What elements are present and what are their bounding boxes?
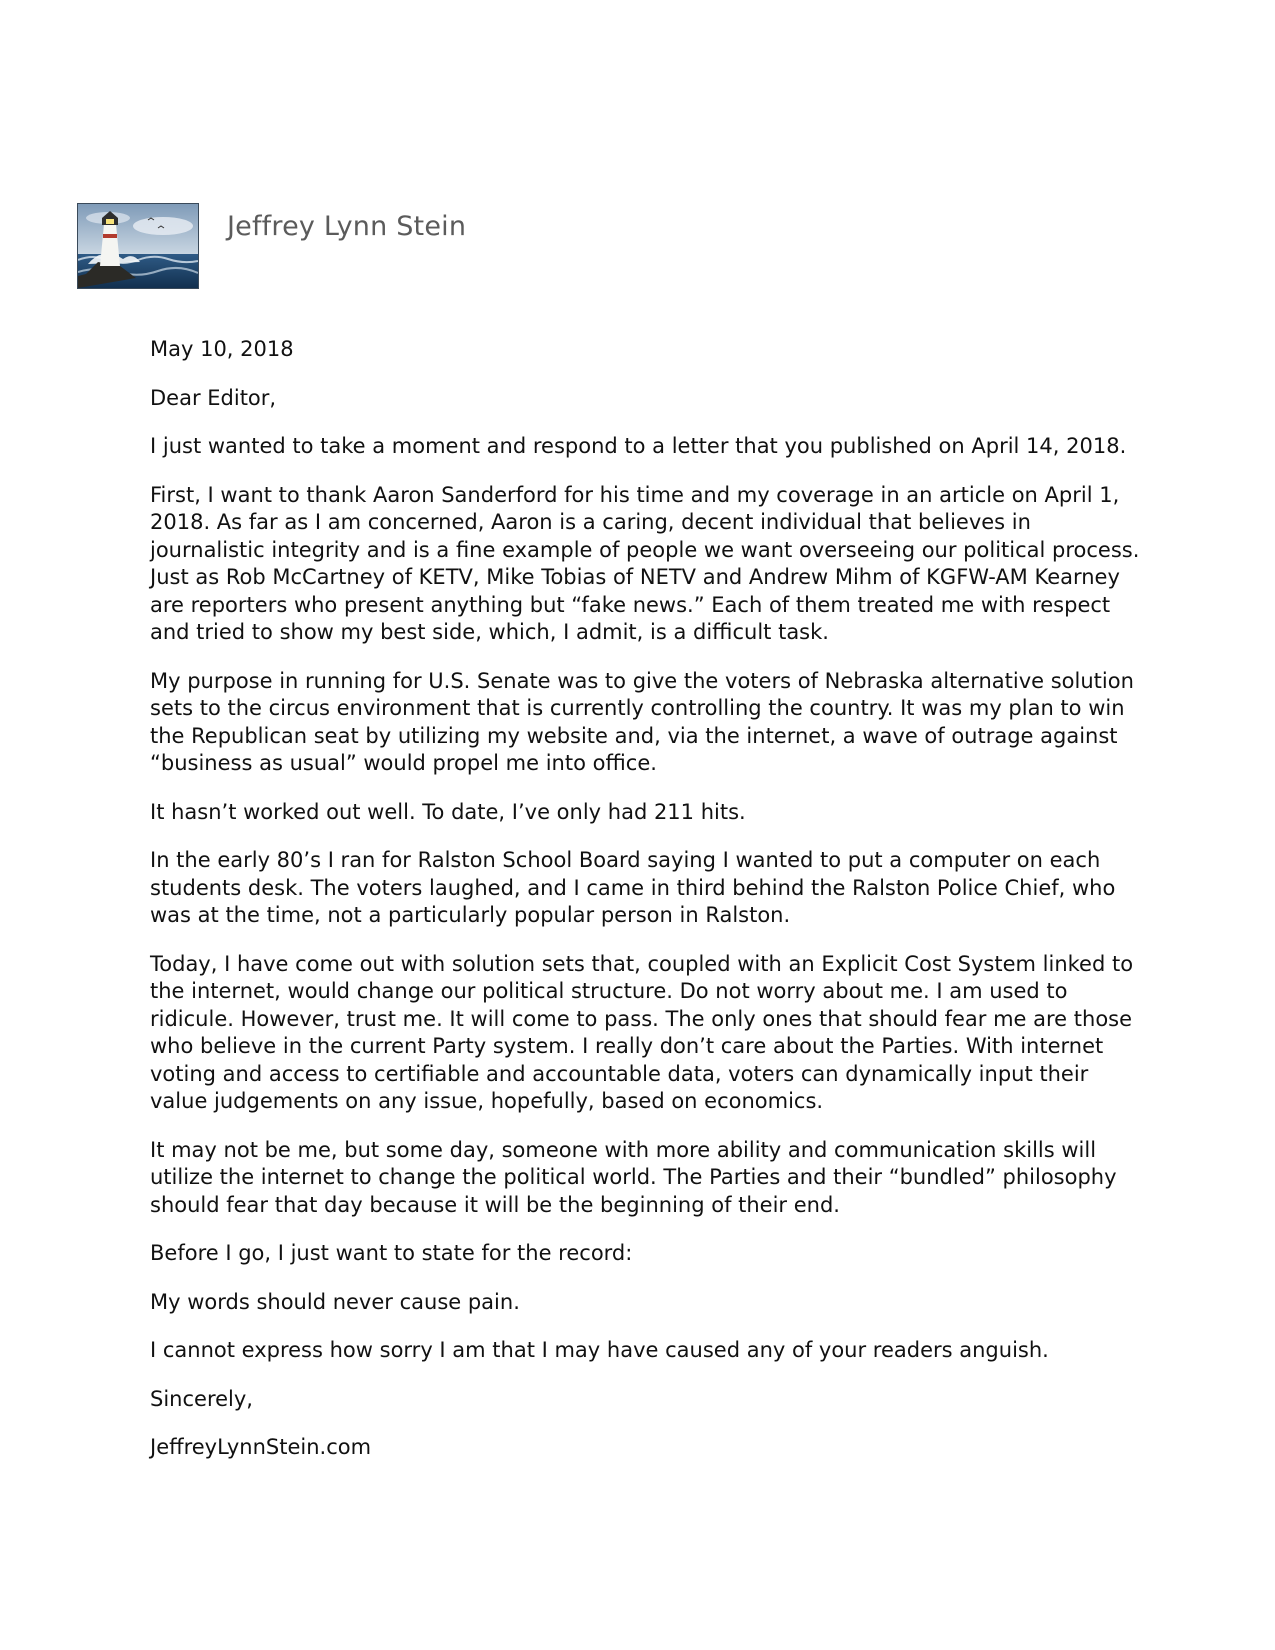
signature-website: JeffreyLynnStein.com [150, 1435, 372, 1459]
letterhead [77, 203, 466, 291]
letter-date: May 10, 2018 [150, 337, 294, 361]
body-paragraph: In the early 80’s I ran for Ralston School Board saying I wanted to put a computer on each students desk. The voters laughed, and I came in third behind the Ralston Police Chief, who was at the time, not a particularly popular person in Ralston. [150, 848, 1116, 927]
body-paragraph: My purpose in running for U.S. Senate was to give the voters of Nebraska alternative solution sets to the circus environment that is currently controlling the country. It was my plan to win the Republican seat by utilizing my website and, via the internet, a wave of outrage against “business as usual” would propel me into office. [150, 668, 1134, 775]
lighthouse-seascape-icon [77, 203, 199, 289]
body-paragraph: Today, I have come out with solution sets that, coupled with an Explicit Cost System linked to the internet, would change our political structure. Do not worry about me. I am used to ridicule. However, trust me. It will come to pass. The only ones that should fear me are those who believe in the current Party system. I really don’t care about the Parties. With internet voting and access to certifiable and accountable data, voters can dynamically input their value judgements on any issue, hopefully, based on economics. [150, 951, 1134, 1113]
body-paragraph: Before I go, I just want to state for the record: [150, 1241, 633, 1265]
letter-body [150, 336, 1150, 1483]
body-paragraph: It hasn’t worked out well. To date, I’ve only had 211 hits. [150, 799, 746, 824]
author-name: Jeffrey Lynn Stein [227, 211, 467, 242]
closing: Sincerely, [150, 1386, 253, 1411]
body-paragraph: It may not be me, but some day, someone with more ability and communication skills will utilize the internet to change the political world. The Parties and their “bundled” philosophy should fear that day because it will be the beginning of their end. [150, 1137, 1117, 1217]
salutation: Dear Editor, [150, 385, 277, 410]
body-paragraph: I cannot express how sorry I am that I may have caused any of your readers anguish. [150, 1338, 1049, 1362]
body-paragraph: First, I want to thank Aaron Sanderford for his time and my coverage in an article on April 1, 2018. As far as I am concerned, Aaron is a caring, decent individual that believes in journalistic integrity and is a fine example of people we want overseeing our political process. Just as Rob McCartney of KETV, Mike Tobias of NETV and Andrew Mihm of KGFW-AM Kearney are reporters who present anything but “fake news.” Each of them treated me with respect and tried to show my best side, which, I admit, is a difficult task. [150, 482, 1140, 644]
body-paragraph: My words should never cause pain. [150, 1289, 520, 1314]
body-paragraph: I just wanted to take a moment and respond to a letter that you published on April 14, 2018. [150, 434, 1127, 458]
